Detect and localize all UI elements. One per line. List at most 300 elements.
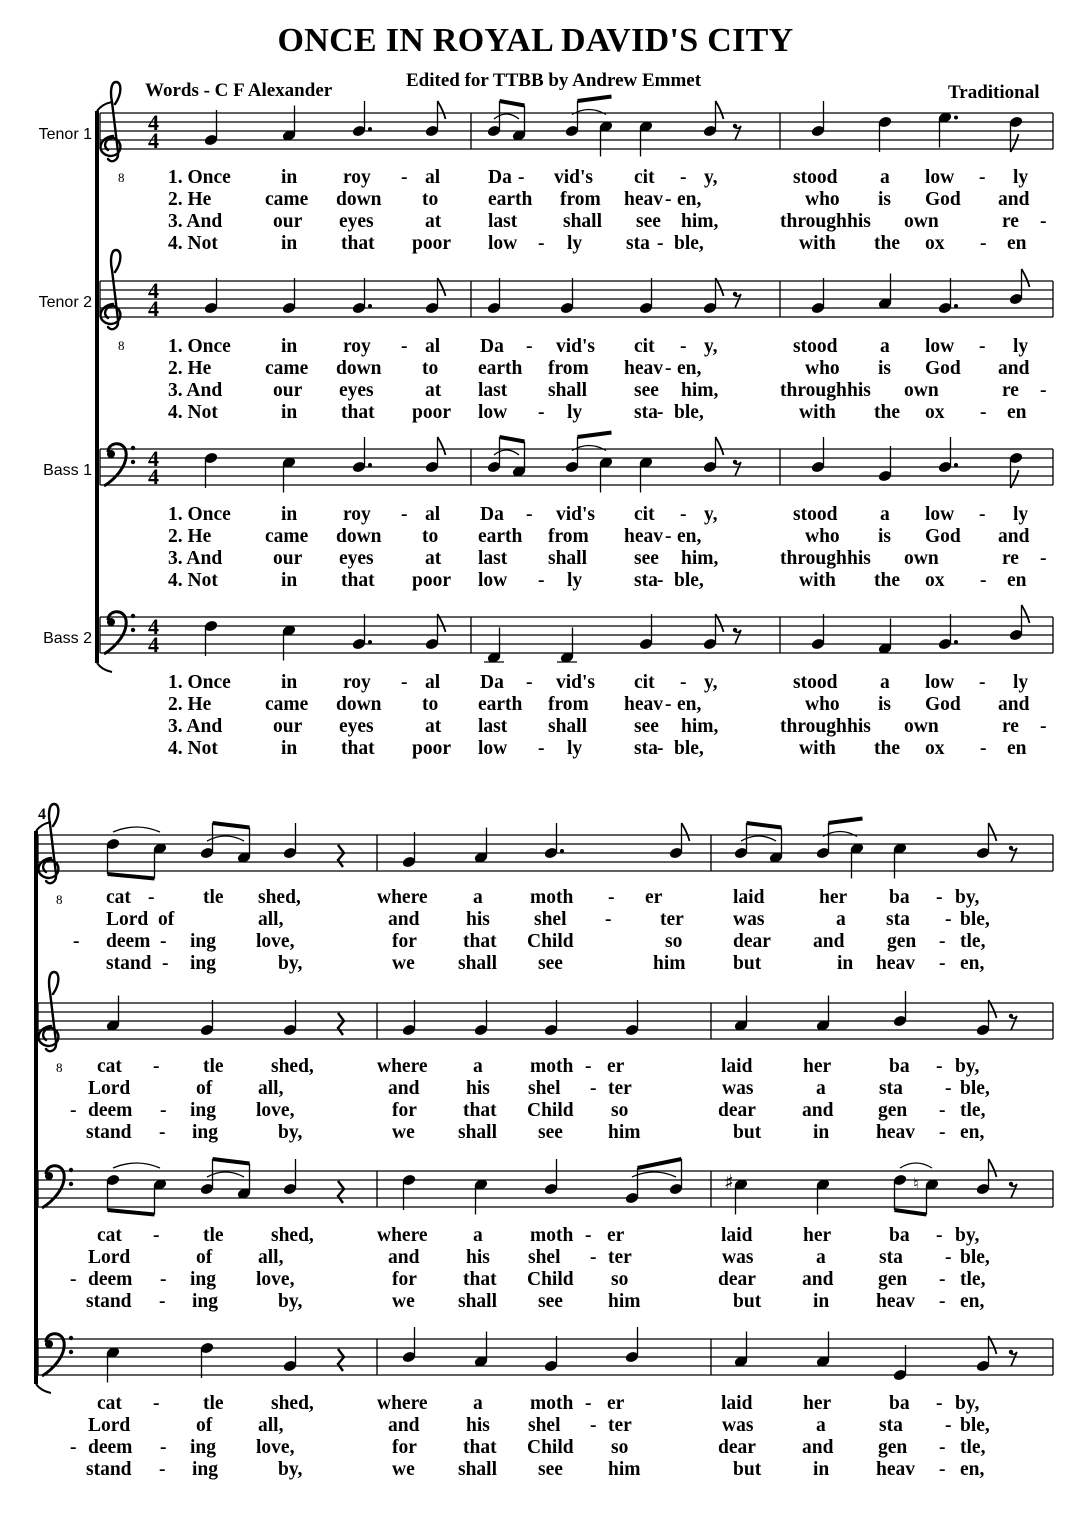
bass2-lyric-verse-3-syllable: see xyxy=(634,716,659,737)
tenor2-lyric-verse-4-syllable: that xyxy=(341,402,375,423)
tenor1-lyric-verse-3-syllable: 3. And xyxy=(168,211,223,232)
bass2-lyric-s2-verse-3-syllable: - xyxy=(160,1437,167,1458)
tenor2-lyric-s2-verse-2-syllable: - xyxy=(945,1078,952,1099)
bass1-lyric-verse-1-syllable: vid's xyxy=(556,504,596,525)
note-dot xyxy=(954,640,958,644)
tenor1-lyric-verse-4-syllable: with xyxy=(799,233,836,254)
bass1-lyric-s2-verse-4-syllable: stand xyxy=(86,1291,132,1312)
tenor1-lyric-s2-verse-2-syllable: a xyxy=(836,909,846,930)
bass2-lyric-s2-verse-3-syllable: deem xyxy=(88,1437,133,1458)
bass1-lyric-s2-verse-1-syllable: - xyxy=(153,1225,160,1246)
bass1-lyric-verse-1-syllable: - xyxy=(526,504,533,525)
sharp-icon: ♯ xyxy=(724,1170,734,1194)
bass1-lyric-verse-4-syllable: poor xyxy=(412,570,451,591)
bass1-lyric-s2-verse-2-syllable: sta xyxy=(879,1247,903,1268)
bass2-lyric-s2-verse-2-syllable: was xyxy=(722,1415,754,1436)
tenor2-lyric-s2-verse-4-syllable: in xyxy=(813,1122,830,1143)
bass1-lyric-s2-verse-2-syllable: shel xyxy=(528,1247,561,1268)
bass2-lyric-verse-2-syllable: God xyxy=(925,694,961,715)
bass2-lyric-s2-verse-2-syllable: sta xyxy=(879,1415,903,1436)
beam xyxy=(213,823,250,828)
tenor2-lyric-verse-3-syllable: at xyxy=(425,380,442,401)
time-sig-bottom: 4 xyxy=(148,296,159,321)
bass1-lyric-verse-4-syllable: - xyxy=(657,570,664,591)
bass2-lyric-verse-4-syllable: that xyxy=(341,738,375,759)
bass2-lyric-verse-3-syllable: him, xyxy=(681,716,719,737)
bass1-lyric-verse-2-syllable: en, xyxy=(677,526,702,547)
bass2-lyric-verse-2-syllable: 2. He xyxy=(168,694,212,715)
tenor1-lyric-s2-verse-3-syllable: gen xyxy=(887,931,917,952)
tenor2-lyric-s2-verse-2-syllable: all, xyxy=(258,1078,284,1099)
bass1-lyric-verse-1-syllable: al xyxy=(425,504,441,525)
bass1-lyric-verse-3-syllable: see xyxy=(634,548,659,569)
tenor1-lyric-s2-verse-3-syllable: - xyxy=(939,931,946,952)
tenor1-lyric-verse-2-syllable: heav xyxy=(624,189,663,210)
bass1-lyric-verse-2-syllable: 2. He xyxy=(168,526,212,547)
tenor1-lyric-verse-3-syllable: re xyxy=(1002,211,1019,232)
tenor2-lyric-s2-verse-3-syllable: love, xyxy=(256,1100,295,1121)
slur xyxy=(113,1163,160,1168)
bass2-lyric-s2-verse-4-syllable: shall xyxy=(458,1459,498,1480)
tenor2-lyric-s2-verse-3-syllable: so xyxy=(611,1100,629,1121)
bass1-lyric-s2-verse-4-syllable: en, xyxy=(960,1291,985,1312)
tenor2-lyric-verse-1-syllable: low xyxy=(925,336,955,357)
bass1-lyric-verse-3-syllable: - xyxy=(1040,548,1047,569)
bass2-lyric-s2-verse-1-syllable: er xyxy=(607,1393,625,1414)
bass2-lyric-verse-3-syllable: re xyxy=(1002,716,1019,737)
tenor1-lyric-s2-verse-1-syllable: a xyxy=(473,887,483,908)
bass1-lyric-s2-verse-4-syllable: him xyxy=(608,1291,641,1312)
bass2-lyric-verse-1-syllable: cit xyxy=(634,672,655,693)
bass1-lyric-verse-3-syllable: his xyxy=(847,548,871,569)
tenor1-lyric-s2-verse-4-syllable: see xyxy=(538,953,563,974)
bass1-lyric-s2-verse-2-syllable: of xyxy=(196,1247,213,1268)
bass1-lyric-s2-verse-3-syllable: for xyxy=(392,1269,417,1290)
tenor1-lyric-verse-4-syllable: - xyxy=(980,233,987,254)
bass2-lyric-verse-1-syllable: al xyxy=(425,672,441,693)
bass1-lyric-verse-4-syllable: en xyxy=(1007,570,1027,591)
tenor1-lyric-verse-3-syllable: shall xyxy=(563,211,603,232)
bass1-lyric-s2-verse-3-syllable: deem xyxy=(88,1269,133,1290)
bass2-lyric-verse-4-syllable: the xyxy=(874,738,900,759)
tenor2-lyric-s2-verse-2-syllable: sta xyxy=(879,1078,903,1099)
tenor1-lyric-verse-3-syllable: eyes xyxy=(339,211,374,232)
tenor1-lyric-verse-4-syllable: the xyxy=(874,233,900,254)
bass2-lyric-s2-verse-1-syllable: laid xyxy=(721,1393,753,1414)
bass2-lyric-s2-verse-4-syllable: heav xyxy=(876,1459,915,1480)
bass2-lyric-s2-verse-2-syllable: of xyxy=(196,1415,213,1436)
music-credit: Traditional xyxy=(948,82,1040,103)
bass1-lyric-verse-2-syllable: earth xyxy=(478,526,523,547)
tenor1-lyric-verse-3-syllable: last xyxy=(488,211,518,232)
tenor1-lyric-verse-1-syllable: in xyxy=(281,167,298,188)
tenor2-lyric-verse-1-syllable: Da xyxy=(480,336,504,357)
tenor1-lyric-verse-1-syllable: - xyxy=(680,167,687,188)
tenor1-lyric-s2-verse-4-syllable: in xyxy=(837,953,854,974)
tenor2-lyric-verse-3-syllable: shall xyxy=(548,380,588,401)
bass2-lyric-verse-3-syllable: his xyxy=(847,716,871,737)
bass2-lyric-verse-1-syllable: vid's xyxy=(556,672,596,693)
bass1-lyric-verse-3-syllable: 3. And xyxy=(168,548,223,569)
bass2-lyric-verse-2-syllable: en, xyxy=(677,694,702,715)
bass1-lyric-verse-3-syllable: own xyxy=(904,548,939,569)
bass2-lyric-s2-verse-2-syllable: and xyxy=(388,1415,420,1436)
octave-8-marker: 8 xyxy=(118,170,125,185)
tenor2-lyric-verse-2-syllable: earth xyxy=(478,358,523,379)
tenor1-lyric-verse-3-syllable: through xyxy=(780,211,847,232)
tenor2-lyric-s2-verse-1-syllable: where xyxy=(377,1056,428,1077)
note-flag xyxy=(1022,269,1030,287)
bass2-lyric-verse-1-syllable: - xyxy=(401,672,408,693)
bass1-lyric-s2-verse-1-syllable: - xyxy=(936,1225,943,1246)
bass1-lyric-verse-3-syllable: him, xyxy=(681,548,719,569)
bass1-lyric-s2-verse-1-syllable: tle xyxy=(203,1225,224,1246)
tenor2-lyric-s2-verse-1-syllable: tle xyxy=(203,1056,224,1077)
bass1-lyric-verse-1-syllable: roy xyxy=(343,504,371,525)
bass1-lyric-s2-verse-2-syllable: a xyxy=(816,1247,826,1268)
tenor2-lyric-verse-3-syllable: 3. And xyxy=(168,380,223,401)
bass1-lyric-s2-verse-2-syllable: his xyxy=(466,1247,490,1268)
tenor1-lyric-verse-2-syllable: and xyxy=(998,189,1030,210)
beam xyxy=(500,101,525,106)
tenor1-lyric-verse-1-syllable: Da xyxy=(488,167,512,188)
natural-icon: ♮ xyxy=(913,1174,919,1193)
bass1-lyric-verse-4-syllable: that xyxy=(341,570,375,591)
bass2-lyric-s2-verse-3-syllable: so xyxy=(611,1437,629,1458)
note-dot xyxy=(560,849,564,853)
bass1-lyric-s2-verse-1-syllable: her xyxy=(803,1225,832,1246)
tenor2-lyric-verse-4-syllable: low xyxy=(478,402,508,423)
bass1-lyric-verse-1-syllable: y, xyxy=(704,504,718,525)
tenor2-lyric-verse-3-syllable: own xyxy=(904,380,939,401)
quarter-rest xyxy=(338,1349,344,1371)
bass2-lyric-s2-verse-3-syllable: tle, xyxy=(960,1437,986,1458)
tenor2-lyric-verse-4-syllable: - xyxy=(538,402,545,423)
bass2-lyric-s2-verse-2-syllable: ble, xyxy=(960,1415,990,1436)
tenor2-lyric-verse-1-syllable: y, xyxy=(704,336,718,357)
bass1-lyric-s2-verse-3-syllable: - xyxy=(939,1269,946,1290)
tenor1-lyric-verse-1-syllable: low xyxy=(925,167,955,188)
tenor1-lyric-s2-verse-3-syllable: for xyxy=(392,931,417,952)
bass1-lyric-s2-verse-4-syllable: ing xyxy=(192,1291,219,1312)
tenor2-lyric-s2-verse-1-syllable: - xyxy=(936,1056,943,1077)
tenor1-lyric-s2-verse-3-syllable: deem xyxy=(106,931,151,952)
tenor2-lyric-verse-2-syllable: - xyxy=(665,358,672,379)
note-dot xyxy=(368,127,372,131)
bass1-lyric-s2-verse-2-syllable: was xyxy=(722,1247,754,1268)
octave-8-marker: 8 xyxy=(56,892,63,907)
tenor2-lyric-s2-verse-3-syllable: deem xyxy=(88,1100,133,1121)
bass1-lyric-verse-2-syllable: from xyxy=(548,526,589,547)
tenor1-lyric-s2-verse-2-syllable: sta xyxy=(886,909,910,930)
tenor1-lyric-verse-1-syllable: stood xyxy=(793,167,838,188)
bass1-lyric-verse-4-syllable: with xyxy=(799,570,836,591)
bass2-lyric-verse-2-syllable: who xyxy=(805,694,840,715)
bass2-lyric-s2-verse-3-syllable: and xyxy=(802,1437,834,1458)
tenor1-lyric-verse-4-syllable: 4. Not xyxy=(168,233,218,254)
tenor2-lyric-s2-verse-4-syllable: we xyxy=(392,1122,415,1143)
bass1-lyric-verse-2-syllable: heav xyxy=(624,526,663,547)
tenor1-lyric-s2-verse-1-syllable: er xyxy=(645,887,663,908)
bass2-lyric-verse-2-syllable: down xyxy=(336,694,382,715)
tenor2-lyric-verse-3-syllable: him, xyxy=(681,380,719,401)
bass2-lyric-s2-verse-4-syllable: him xyxy=(608,1459,641,1480)
bass2-lyric-s2-verse-1-syllable: - xyxy=(153,1393,160,1414)
tenor2-lyric-s2-verse-3-syllable: gen xyxy=(878,1100,908,1121)
tenor2-lyric-verse-1-syllable: cit xyxy=(634,336,655,357)
bass2-lyric-verse-2-syllable: heav xyxy=(624,694,663,715)
time-sig-bottom: 4 xyxy=(148,464,159,489)
bass2-lyric-verse-2-syllable: from xyxy=(548,694,589,715)
tenor1-lyric-verse-3-syllable: his xyxy=(847,211,871,232)
tenor2-lyric-verse-3-syllable: our xyxy=(273,380,303,401)
tenor1-lyric-s2-verse-1-syllable: her xyxy=(819,887,848,908)
bass2-lyric-verse-2-syllable: came xyxy=(265,694,309,715)
tenor2-lyric-s2-verse-2-syllable: was xyxy=(722,1078,754,1099)
bass1-lyric-s2-verse-3-syllable: tle, xyxy=(960,1269,986,1290)
tenor2-lyric-s2-verse-3-syllable: and xyxy=(802,1100,834,1121)
bass2-lyric-verse-4-syllable: ly xyxy=(567,738,583,759)
bass1-lyric-s2-verse-3-syllable: that xyxy=(463,1269,497,1290)
tenor2-lyric-verse-2-syllable: and xyxy=(998,358,1030,379)
tenor2-lyric-verse-4-syllable: ly xyxy=(567,402,583,423)
bass1-lyric-s2-verse-4-syllable: shall xyxy=(458,1291,498,1312)
edited-credit: Edited for TTBB by Andrew Emmet xyxy=(406,70,702,91)
bass-clef-icon xyxy=(104,444,135,486)
bass2-lyric-s2-verse-4-syllable: see xyxy=(538,1459,563,1480)
tenor2-lyric-s2-verse-4-syllable: en, xyxy=(960,1122,985,1143)
bass2-lyric-verse-4-syllable: - xyxy=(980,738,987,759)
part-label-bass-1: Bass 1 xyxy=(43,462,92,479)
bass2-lyric-verse-1-syllable: ly xyxy=(1013,672,1029,693)
tenor2-lyric-verse-1-syllable: - xyxy=(401,336,408,357)
tenor1-lyric-verse-1-syllable: roy xyxy=(343,167,371,188)
tenor2-lyric-verse-1-syllable: ly xyxy=(1013,336,1029,357)
bass2-lyric-verse-1-syllable: 1. Once xyxy=(168,672,231,693)
quarter-rest xyxy=(338,1181,344,1203)
bass1-lyric-verse-4-syllable: the xyxy=(874,570,900,591)
bass2-lyric-s2-verse-4-syllable: ing xyxy=(192,1459,219,1480)
bass2-lyric-verse-1-syllable: y, xyxy=(704,672,718,693)
tenor2-lyric-s2-verse-3-syllable: Child xyxy=(527,1100,574,1121)
bass2-lyric-verse-1-syllable: - xyxy=(979,672,986,693)
tenor1-lyric-verse-4-syllable: in xyxy=(281,233,298,254)
tenor1-lyric-verse-4-syllable: en xyxy=(1007,233,1027,254)
tenor1-lyric-s2-verse-3-syllable: and xyxy=(813,931,845,952)
tenor2-lyric-verse-1-syllable: - xyxy=(526,336,533,357)
tenor1-lyric-verse-1-syllable: a xyxy=(880,167,890,188)
bass1-lyric-s2-verse-4-syllable: - xyxy=(159,1291,166,1312)
tenor1-lyric-verse-4-syllable: ble, xyxy=(674,233,704,254)
bass1-lyric-s2-verse-1-syllable: er xyxy=(607,1225,625,1246)
bass2-lyric-verse-3-syllable: shall xyxy=(548,716,588,737)
tenor1-lyric-verse-2-syllable: en, xyxy=(677,189,702,210)
bass1-lyric-s2-verse-3-syllable: love, xyxy=(256,1269,295,1290)
bass1-lyric-s2-verse-1-syllable: by, xyxy=(955,1225,980,1246)
note-flag xyxy=(716,101,724,119)
tenor2-lyric-s2-verse-3-syllable: - xyxy=(70,1100,77,1121)
quarter-rest xyxy=(338,845,344,867)
beam xyxy=(829,819,863,824)
tenor2-lyric-verse-3-syllable: - xyxy=(1040,380,1047,401)
tenor1-lyric-verse-4-syllable: ox xyxy=(925,233,945,254)
bass2-lyric-verse-3-syllable: last xyxy=(478,716,508,737)
bass2-lyric-verse-2-syllable: and xyxy=(998,694,1030,715)
tenor2-lyric-verse-4-syllable: ox xyxy=(925,402,945,423)
bass1-lyric-verse-1-syllable: in xyxy=(281,504,298,525)
tenor2-lyric-s2-verse-4-syllable: see xyxy=(538,1122,563,1143)
bass2-lyric-verse-4-syllable: low xyxy=(478,738,508,759)
tenor1-lyric-s2-verse-2-syllable: his xyxy=(466,909,490,930)
tenor1-lyric-verse-4-syllable: low xyxy=(488,233,518,254)
bass2-lyric-s2-verse-2-syllable: a xyxy=(816,1415,826,1436)
tenor2-lyric-verse-1-syllable: - xyxy=(979,336,986,357)
tenor1-lyric-s2-verse-1-syllable: cat xyxy=(106,887,131,908)
bass2-lyric-s2-verse-4-syllable: in xyxy=(813,1459,830,1480)
bass2-lyric-s2-verse-2-syllable: - xyxy=(945,1415,952,1436)
bass1-lyric-s2-verse-2-syllable: all, xyxy=(258,1247,284,1268)
note-dot xyxy=(368,463,372,467)
tenor2-lyric-s2-verse-1-syllable: by, xyxy=(955,1056,980,1077)
tenor1-lyric-s2-verse-4-syllable: ing xyxy=(190,953,217,974)
bass2-lyric-s2-verse-1-syllable: moth xyxy=(530,1393,574,1414)
bass2-lyric-verse-4-syllable: poor xyxy=(412,738,451,759)
tenor2-lyric-verse-4-syllable: poor xyxy=(412,402,451,423)
tenor2-lyric-s2-verse-3-syllable: ing xyxy=(190,1100,217,1121)
tenor2-lyric-s2-verse-3-syllable: that xyxy=(463,1100,497,1121)
tenor1-lyric-s2-verse-4-syllable: - xyxy=(939,953,946,974)
tenor2-lyric-verse-4-syllable: - xyxy=(657,402,664,423)
tenor2-lyric-s2-verse-1-syllable: ba xyxy=(889,1056,910,1077)
bass1-lyric-verse-4-syllable: in xyxy=(281,570,298,591)
bass2-lyric-s2-verse-3-syllable: that xyxy=(463,1437,497,1458)
bass2-lyric-verse-1-syllable: roy xyxy=(343,672,371,693)
tenor1-lyric-s2-verse-2-syllable: all, xyxy=(258,909,284,930)
bass-clef-icon xyxy=(42,1166,73,1208)
bass1-lyric-verse-1-syllable: - xyxy=(401,504,408,525)
tenor2-lyric-verse-3-syllable: through xyxy=(780,380,847,401)
bass2-lyric-s2-verse-2-syllable: ter xyxy=(608,1415,632,1436)
tenor2-lyric-verse-1-syllable: vid's xyxy=(556,336,596,357)
bass2-lyric-verse-3-syllable: 3. And xyxy=(168,716,223,737)
bass2-lyric-verse-1-syllable: a xyxy=(880,672,890,693)
tenor2-lyric-verse-2-syllable: to xyxy=(422,358,439,379)
note-flag xyxy=(716,437,724,455)
bass1-lyric-s2-verse-3-syllable: - xyxy=(160,1269,167,1290)
bass1-lyric-s2-verse-2-syllable: and xyxy=(388,1247,420,1268)
bass2-lyric-s2-verse-3-syllable: love, xyxy=(256,1437,295,1458)
tenor1-lyric-s2-verse-3-syllable: - xyxy=(160,931,167,952)
tenor2-lyric-s2-verse-2-syllable: a xyxy=(816,1078,826,1099)
tenor1-lyric-verse-2-syllable: came xyxy=(265,189,309,210)
bass1-lyric-s2-verse-4-syllable: - xyxy=(939,1291,946,1312)
slur xyxy=(900,1163,932,1168)
tenor1-lyric-s2-verse-4-syllable: shall xyxy=(458,953,498,974)
tenor2-lyric-s2-verse-2-syllable: and xyxy=(388,1078,420,1099)
tenor2-lyric-s2-verse-4-syllable: - xyxy=(159,1122,166,1143)
tenor2-lyric-verse-2-syllable: en, xyxy=(677,358,702,379)
note-dot xyxy=(954,116,958,120)
bass2-lyric-verse-1-syllable: in xyxy=(281,672,298,693)
bass2-lyric-verse-1-syllable: Da xyxy=(480,672,504,693)
bass2-lyric-s2-verse-1-syllable: cat xyxy=(97,1393,122,1414)
bass1-lyric-s2-verse-1-syllable: where xyxy=(377,1225,428,1246)
bass2-lyric-s2-verse-4-syllable: en, xyxy=(960,1459,985,1480)
time-sig-bottom: 4 xyxy=(148,128,159,153)
tenor1-lyric-verse-3-syllable: at xyxy=(425,211,442,232)
tenor1-lyric-verse-1-syllable: al xyxy=(425,167,441,188)
slur xyxy=(632,1172,676,1177)
quarter-rest xyxy=(338,1013,344,1035)
bass1-lyric-s2-verse-3-syllable: gen xyxy=(878,1269,908,1290)
bass1-lyric-verse-3-syllable: through xyxy=(780,548,847,569)
tenor1-lyric-s2-verse-1-syllable: - xyxy=(608,887,615,908)
note-flag xyxy=(989,1159,997,1177)
tenor2-lyric-s2-verse-4-syllable: stand xyxy=(86,1122,132,1143)
tenor2-lyric-s2-verse-3-syllable: - xyxy=(160,1100,167,1121)
bass2-lyric-s2-verse-2-syllable: Lord xyxy=(88,1415,131,1436)
note-flag xyxy=(1022,605,1030,623)
tenor2-lyric-verse-4-syllable: with xyxy=(799,402,836,423)
bass2-lyric-verse-3-syllable: own xyxy=(904,716,939,737)
bass1-lyric-s2-verse-1-syllable: a xyxy=(473,1225,483,1246)
tenor1-lyric-verse-2-syllable: is xyxy=(878,189,892,210)
bass1-lyric-s2-verse-3-syllable: so xyxy=(611,1269,629,1290)
tenor1-lyric-s2-verse-4-syllable: by, xyxy=(278,953,303,974)
bass1-lyric-verse-1-syllable: - xyxy=(680,504,687,525)
bass2-lyric-s2-verse-1-syllable: - xyxy=(585,1393,592,1414)
bass1-lyric-s2-verse-1-syllable: moth xyxy=(530,1225,574,1246)
tenor2-lyric-s2-verse-2-syllable: ble, xyxy=(960,1078,990,1099)
tenor1-lyric-s2-verse-4-syllable: him xyxy=(653,953,686,974)
tenor1-lyric-s2-verse-2-syllable: was xyxy=(733,909,765,930)
time-sig-top: 4 xyxy=(148,278,159,303)
tenor2-lyric-verse-3-syllable: eyes xyxy=(339,380,374,401)
tenor1-lyric-verse-3-syllable: - xyxy=(1040,211,1047,232)
tenor1-lyric-verse-4-syllable: that xyxy=(341,233,375,254)
beam xyxy=(500,437,525,442)
tenor1-lyric-verse-4-syllable: poor xyxy=(412,233,451,254)
bass1-lyric-s2-verse-1-syllable: laid xyxy=(721,1225,753,1246)
bass2-lyric-verse-3-syllable: eyes xyxy=(339,716,374,737)
tenor1-lyric-verse-1-syllable: cit xyxy=(634,167,655,188)
bass2-lyric-s2-verse-4-syllable: but xyxy=(733,1459,762,1480)
tenor2-lyric-verse-1-syllable: roy xyxy=(343,336,371,357)
tenor2-lyric-verse-1-syllable: al xyxy=(425,336,441,357)
tenor1-lyric-verse-2-syllable: who xyxy=(805,189,840,210)
bass1-lyric-s2-verse-3-syllable: Child xyxy=(527,1269,574,1290)
part-label-tenor-1: Tenor 1 xyxy=(38,126,92,143)
bass2-lyric-s2-verse-3-syllable: ing xyxy=(190,1437,217,1458)
bass1-lyric-verse-3-syllable: our xyxy=(273,548,303,569)
bass2-lyric-s2-verse-1-syllable: a xyxy=(473,1393,483,1414)
tenor1-lyric-s2-verse-1-syllable: by, xyxy=(955,887,980,908)
tenor2-lyric-s2-verse-3-syllable: for xyxy=(392,1100,417,1121)
bass-clef-icon xyxy=(104,612,135,654)
tenor2-lyric-s2-verse-1-syllable: her xyxy=(803,1056,832,1077)
note-flag xyxy=(438,437,446,455)
slur xyxy=(494,114,519,119)
bass2-lyric-s2-verse-1-syllable: shed, xyxy=(271,1393,314,1414)
part-label-bass-2: Bass 2 xyxy=(43,630,92,647)
tenor1-lyric-verse-1-syllable: - xyxy=(518,167,525,188)
tenor1-lyric-s2-verse-3-syllable: tle, xyxy=(960,931,986,952)
tenor1-lyric-verse-3-syllable: our xyxy=(273,211,303,232)
tenor2-lyric-verse-4-syllable: - xyxy=(980,402,987,423)
bass1-lyric-verse-2-syllable: came xyxy=(265,526,309,547)
tenor2-lyric-s2-verse-4-syllable: him xyxy=(608,1122,641,1143)
bass1-lyric-verse-4-syllable: 4. Not xyxy=(168,570,218,591)
